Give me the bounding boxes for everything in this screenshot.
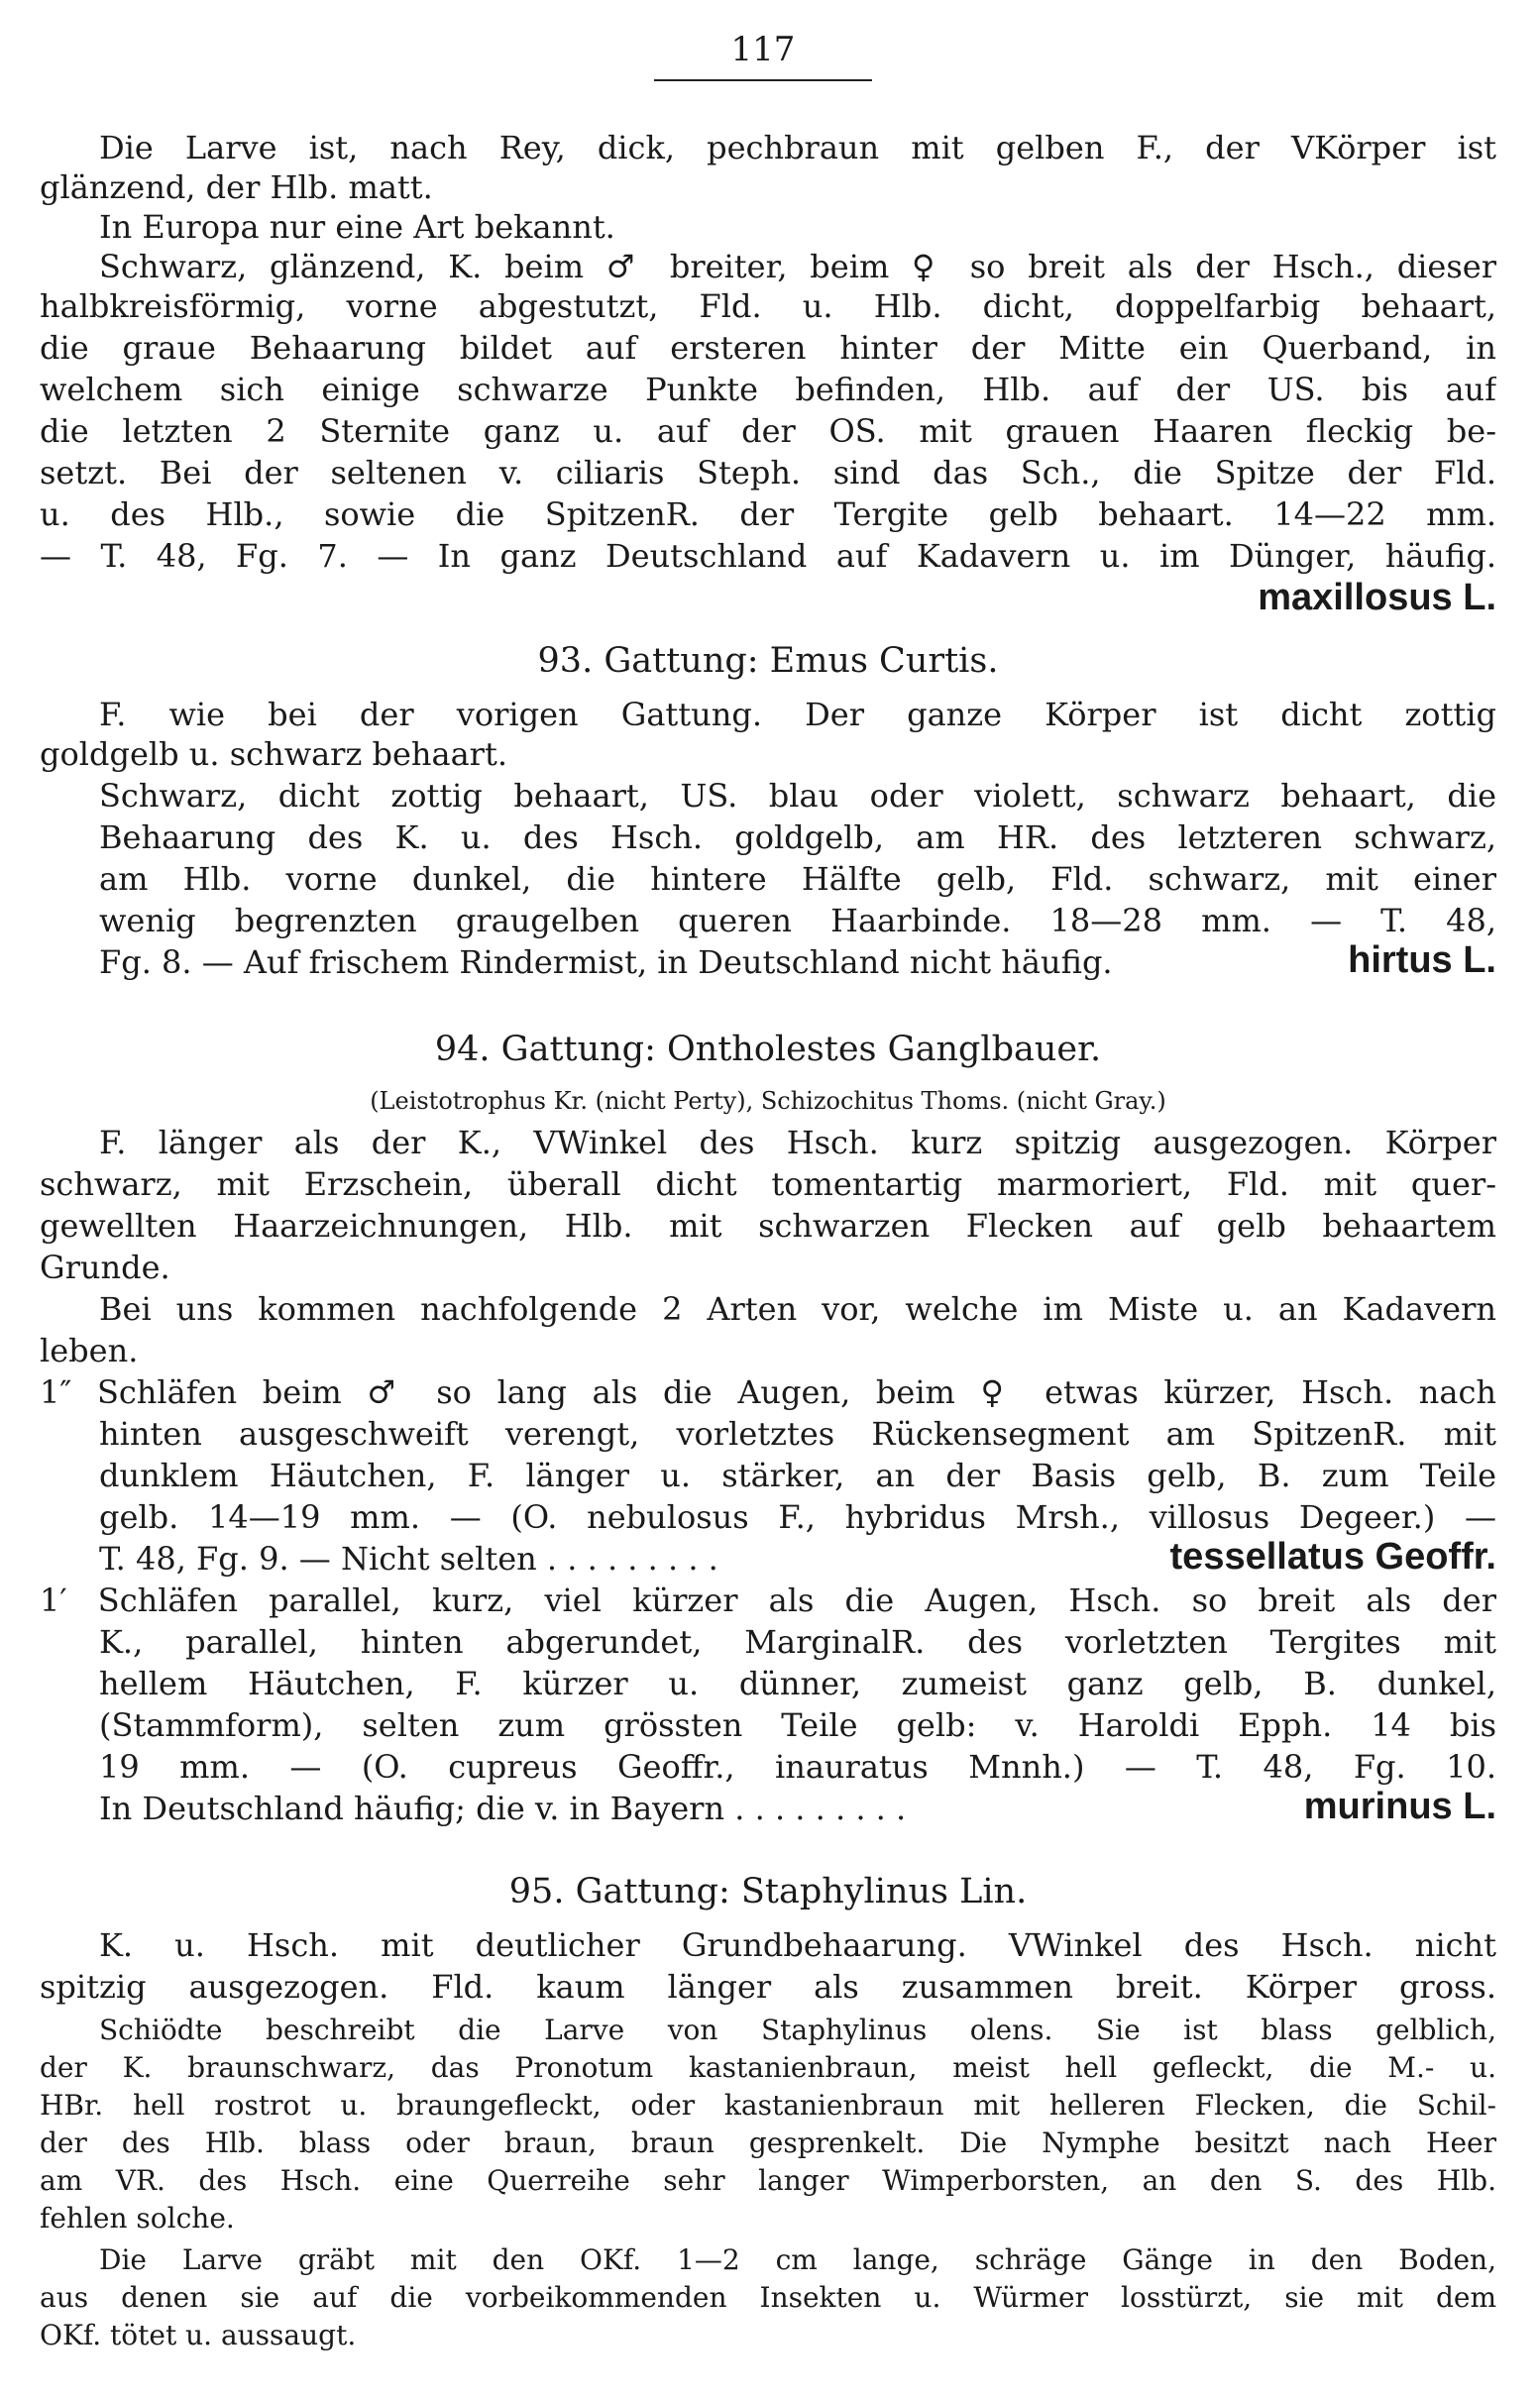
text-line: gelb. 14—19 mm. — (O. nebulosus F., hybridus Mrsh., villosus Degeer.) — xyxy=(99,1498,1496,1536)
text-line: In Deutschland häufig; die v. in Bayern . . . . . . . . . xyxy=(99,1790,907,1827)
text-line: u. des Hlb., sowie die SpitzenR. der Tergite gelb behaart. 14—22 mm. xyxy=(40,495,1496,533)
text-line: gewellten Haarzeichnungen, Hlb. mit schwarzen Flecken auf gelb behaartem xyxy=(40,1207,1496,1245)
species-name: hirtus L. xyxy=(1348,941,1496,979)
text-line: Bei uns kommen nachfolgende 2 Arten vor, welche im Miste u. an Kadavern xyxy=(99,1290,1496,1328)
text-line: die letzten 2 Sternite ganz u. auf der OS. mit grauen Haaren fleckig be- xyxy=(40,412,1496,450)
text-line: K. u. Hsch. mit deutlicher Grundbehaarung. VWinkel des Hsch. nicht xyxy=(99,1926,1496,1964)
text-line: spitzig ausgezogen. Fld. kaum länger als zusammen breit. Körper gross. xyxy=(40,1968,1496,2006)
text-line: Schwarz, dicht zottig behaart, US. blau oder violett, schwarz behaart, die xyxy=(99,777,1496,815)
text-line: F. wie bei der vorigen Gattung. Der ganze Körper ist dicht zottig xyxy=(99,696,1496,733)
text-line: HBr. hell rostrot u. braungefleckt, oder kastanienbraun mit helleren Flecken, die Schil- xyxy=(40,2089,1496,2122)
species-name: murinus L. xyxy=(1303,1788,1496,1825)
synonym-line: (Leistotrophus Kr. (nicht Perty), Schizochitus Thoms. (nicht Gray.) xyxy=(370,1087,1166,1115)
species-name: maxillosus L. xyxy=(1258,579,1496,616)
text-line: Schiödte beschreibt die Larve von Staphylinus olens. Sie ist blass gelblich, xyxy=(99,2014,1496,2046)
text-line: K., parallel, hinten abgerundet, MarginalR. des vorletzten Tergites mit xyxy=(99,1623,1496,1661)
text-line: schwarz, mit Erzschein, überall dicht tomentartig marmoriert, Fld. mit quer- xyxy=(40,1165,1496,1203)
text-line: der K. braunschwarz, das Pronotum kastanienbraun, meist hell gefleckt, die M.- u. xyxy=(40,2051,1496,2084)
text-line: Die Larve ist, nach Rey, dick, pechbraun mit gelben F., der VKörper ist xyxy=(99,129,1496,166)
text-line: am VR. des Hsch. eine Querreihe sehr langer Wimperborsten, an den S. des Hlb. xyxy=(40,2164,1496,2197)
species-name: tessellatus Geoffr. xyxy=(1169,1538,1496,1576)
page-number: 117 xyxy=(654,30,872,81)
text-line: fehlen solche. xyxy=(40,2202,235,2235)
text-line: In Europa nur eine Art bekannt. xyxy=(99,208,615,246)
text-line: T. 48, Fg. 9. — Nicht selten . . . . . . . . . xyxy=(99,1540,718,1578)
key-line: 1′ Schläfen parallel, kurz, viel kürzer als die Augen, Hsch. so breit als der xyxy=(40,1582,1496,1619)
text-line: F. länger als der K., VWinkel des Hsch. kurz spitzig ausgezogen. Körper xyxy=(99,1124,1496,1161)
text-line: (Stammform), selten zum grössten Teile gelb: v. Haroldi Epph. 14 bis xyxy=(99,1706,1496,1744)
text-line: 19 mm. — (O. cupreus Geoffr., inauratus Mnnh.) — T. 48, Fg. 10. xyxy=(99,1748,1496,1786)
text-line: hinten ausgeschweift verengt, vorletztes Rückensegment am SpitzenR. mit xyxy=(99,1415,1496,1453)
key-line: 1″ Schläfen beim ♂ so lang als die Augen, beim ♀ etwas kürzer, Hsch. nach xyxy=(40,1373,1496,1411)
text-line: Fg. 8. — Auf frischem Rindermist, in Deutschland nicht häufig. xyxy=(99,943,1113,981)
text-line: goldgelb u. schwarz behaart. xyxy=(40,735,507,773)
text-line: leben. xyxy=(40,1332,139,1369)
text-line: Die Larve gräbt mit den OKf. 1—2 cm lange, schräge Gänge in den Boden, xyxy=(99,2243,1496,2276)
text-line: dunklem Häutchen, F. länger u. stärker, an der Basis gelb, B. zum Teile xyxy=(99,1457,1496,1494)
text-line: — T. 48, Fg. 7. — In ganz Deutschland auf Kadavern u. im Dünger, häufig. xyxy=(40,537,1496,575)
text-line: OKf. tötet u. aussaugt. xyxy=(40,2319,357,2351)
genus-heading: 94. Gattung: Ontholestes Ganglbauer. xyxy=(434,1031,1102,1068)
genus-heading: 93. Gattung: Emus Curtis. xyxy=(537,642,999,680)
text-line: die graue Behaarung bildet auf ersteren hinter der Mitte ein Querband, in xyxy=(40,329,1496,367)
text-line: aus denen sie auf die vorbeikommenden Insekten u. Würmer losstürzt, sie mit dem xyxy=(40,2281,1496,2314)
text-line: Grunde. xyxy=(40,1249,170,1286)
text-line: welchem sich einige schwarze Punkte befinden, Hlb. auf der US. bis auf xyxy=(40,371,1496,408)
text-line: Behaarung des K. u. des Hsch. goldgelb, am HR. des letzteren schwarz, xyxy=(99,818,1496,856)
text-line: halbkreisförmig, vorne abgestutzt, Fld. u. Hlb. dicht, doppelfarbig behaart, xyxy=(40,287,1496,325)
text-line: setzt. Bei der seltenen v. ciliaris Steph. sind das Sch., die Spitze der Fld. xyxy=(40,454,1496,491)
genus-heading: 95. Gattung: Staphylinus Lin. xyxy=(508,1873,1028,1910)
text-line: wenig begrenzten graugelben queren Haarbinde. 18—28 mm. — T. 48, xyxy=(99,902,1496,939)
text-line: am Hlb. vorne dunkel, die hintere Hälfte gelb, Fld. schwarz, mit einer xyxy=(99,860,1496,898)
text-line: der des Hlb. blass oder braun, braun gesprenkelt. Die Nymphe besitzt nach Heer xyxy=(40,2127,1496,2159)
text-line: glänzend, der Hlb. matt. xyxy=(40,168,433,206)
text-line: hellem Häutchen, F. kürzer u. dünner, zumeist ganz gelb, B. dunkel, xyxy=(99,1665,1496,1702)
text-line: Schwarz, glänzend, K. beim ♂ breiter, beim ♀ so breit als der Hsch., dieser xyxy=(99,248,1496,285)
